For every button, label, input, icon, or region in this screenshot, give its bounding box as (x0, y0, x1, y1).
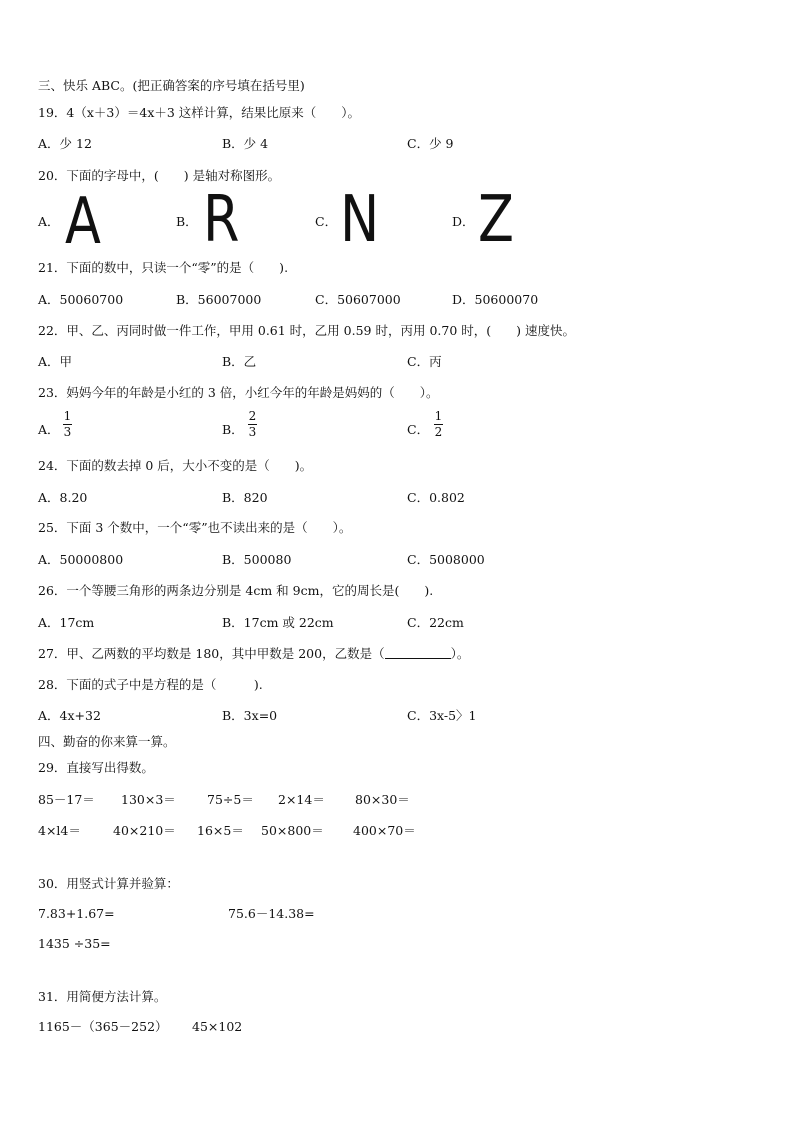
question-26: 26．一个等腰三角形的两条边分别是 4cm 和 9cm，它的周长是( ). (38, 583, 434, 598)
q31-expr-1: 1165－（365－252） (38, 1019, 168, 1034)
q21-option-d: D．50600070 (452, 292, 539, 307)
q26-option-c: C．22cm (407, 615, 464, 630)
q28-option-c: C．3x-5〉1 (407, 708, 477, 723)
q19-option-b: B．少 4 (222, 136, 269, 151)
q30-expr-3: 1435 ÷35= (38, 936, 111, 951)
q24-option-a: A．8.20 (38, 490, 88, 505)
question-25: 25．下面 3 个数中，一个“零”也不读出来的是（ ）。 (38, 520, 352, 535)
q26-option-a: A．17cm (38, 615, 95, 630)
q20-letter-n: N (340, 183, 380, 257)
q23-fraction-c (434, 410, 443, 439)
q23-b-numerator: 2 (248, 409, 257, 423)
q22-option-a: A．甲 (38, 354, 73, 369)
q27-stem-start: 27．甲、乙两数的平均数是 180，其中甲数是 200，乙数是（ (38, 646, 385, 661)
q29-expr-1-3: 75÷5＝ (207, 792, 254, 807)
question-23: 23．妈妈今年的年龄是小红的 3 倍，小红今年的年龄是妈妈的（ ）。 (38, 385, 439, 400)
q23-c-denominator: 2 (434, 425, 443, 439)
question-27 (38, 646, 469, 662)
q23-option-a-label: A． (38, 422, 60, 437)
q31-expr-2: 45×102 (192, 1019, 243, 1034)
q29-expr-1-1: 85－17＝ (38, 792, 95, 807)
q29-expr-1-2: 130×3＝ (121, 792, 176, 807)
section-3-title: 三、快乐 ABC。(把正确答案的序号填在括号里) (38, 78, 305, 93)
q25-option-a: A．50000800 (38, 552, 124, 567)
q24-option-c: C．0.802 (407, 490, 465, 505)
question-21: 21．下面的数中，只读一个“零”的是（ ). (38, 260, 289, 275)
q29-expr-2-4: 50×800＝ (261, 823, 324, 838)
q27-answer-blank[interactable] (385, 646, 451, 659)
question-28: 28．下面的式子中是方程的是（ ). (38, 677, 263, 692)
q19-option-a: A．少 12 (38, 136, 92, 151)
q26-option-b: B．17cm 或 22cm (222, 615, 334, 630)
q21-option-a: A．50060700 (38, 292, 124, 307)
question-20: 20．下面的字母中，( ) 是轴对称图形。 (38, 168, 281, 183)
q20-option-d-label: D． (452, 214, 475, 229)
q23-a-numerator: 1 (63, 409, 72, 423)
q20-letter-r: R (203, 183, 240, 257)
q23-b-denominator: 3 (248, 425, 257, 439)
question-24: 24．下面的数去掉 0 后，大小不变的是（ )。 (38, 458, 313, 473)
q29-expr-2-5: 400×70＝ (353, 823, 416, 838)
q29-expr-2-3: 16×5＝ (197, 823, 244, 838)
q22-option-c: C．丙 (407, 354, 442, 369)
q30-expr-1: 7.83+1.67= (38, 906, 115, 921)
q27-stem-end: ）。 (450, 646, 470, 661)
q23-fraction-a (63, 410, 72, 439)
q25-option-c: C．5008000 (407, 552, 485, 567)
q21-option-c: C．50607000 (315, 292, 401, 307)
q29-expr-2-1: 4×l4＝ (38, 823, 81, 838)
q23-fraction-b (248, 410, 257, 439)
q29-expr-1-5: 80×30＝ (355, 792, 410, 807)
q29-expr-1-4: 2×14＝ (278, 792, 325, 807)
q28-option-a: A．4x+32 (38, 708, 101, 723)
q30-expr-2: 75.6－14.38= (228, 906, 315, 921)
q24-option-b: B．820 (222, 490, 268, 505)
q20-option-a-label: A． (38, 214, 60, 229)
question-30: 30．用竖式计算并验算： (38, 876, 179, 891)
q23-option-b-label: B． (222, 422, 244, 437)
question-31: 31．用简便方法计算。 (38, 989, 167, 1004)
q23-c-numerator: 1 (434, 409, 443, 423)
q22-option-b: B．乙 (222, 354, 257, 369)
section-4-title: 四、勤奋的你来算一算。 (38, 734, 176, 749)
q20-letter-a: A (65, 185, 101, 259)
q19-option-c: C．少 9 (407, 136, 454, 151)
q23-a-denominator: 3 (63, 425, 72, 439)
question-29: 29．直接写出得数。 (38, 760, 154, 775)
question-19: 19．4（x＋3）＝4x＋3 这样计算，结果比原来（ ）。 (38, 105, 361, 120)
q20-letter-z: Z (478, 183, 514, 257)
q28-option-b: B．3x=0 (222, 708, 278, 723)
q20-option-c-label: C． (315, 214, 338, 229)
q29-expr-2-2: 40×210＝ (113, 823, 176, 838)
q25-option-b: B．500080 (222, 552, 292, 567)
q23-option-c-label: C． (407, 422, 430, 437)
q20-option-b-label: B． (176, 214, 198, 229)
question-22: 22．甲、乙、丙同时做一件工作，甲用 0.61 时，乙用 0.59 时，丙用 0.70 时，( ) 速度快。 (38, 323, 575, 338)
q21-option-b: B．56007000 (176, 292, 262, 307)
